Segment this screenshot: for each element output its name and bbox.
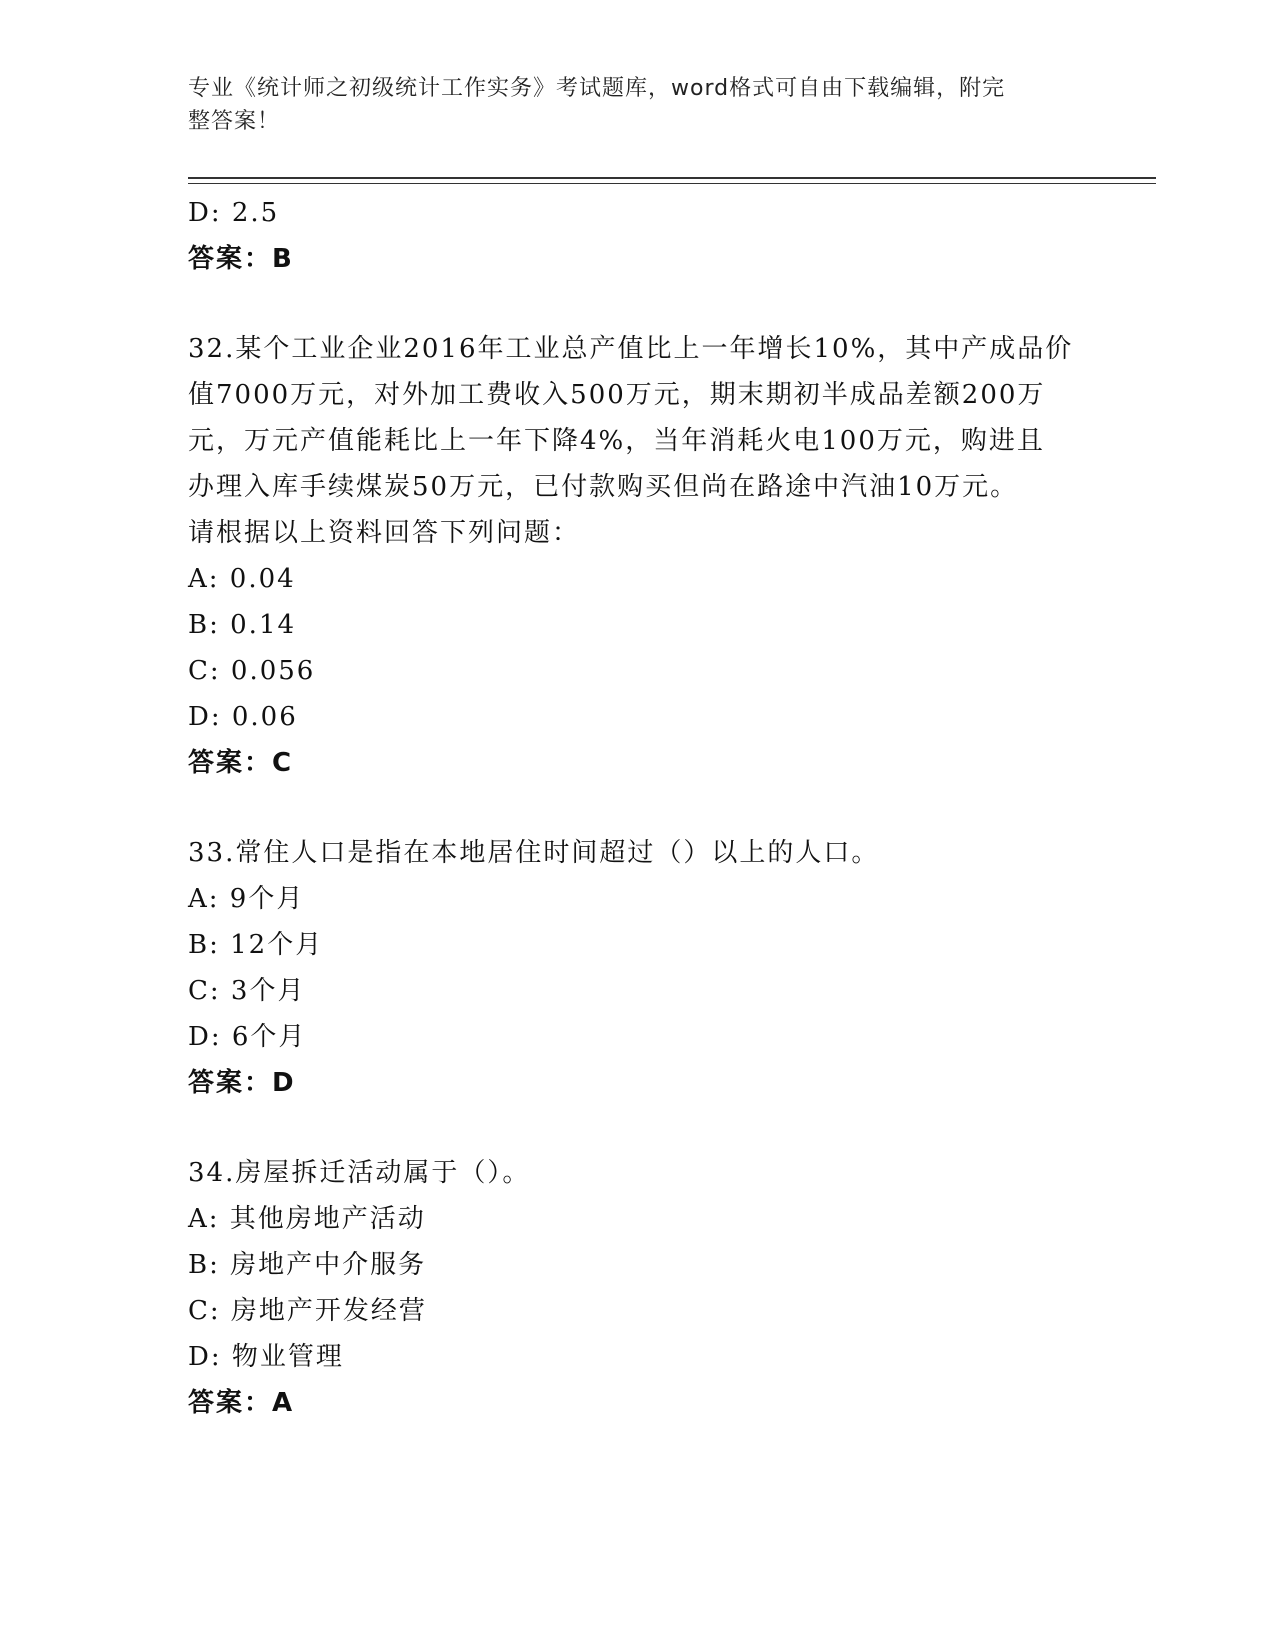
option-d: D: 6个月: [188, 1022, 307, 1052]
stem-line: 元，万元产值能耗比上一年下降4%，当年消耗火电100万元，购进且: [188, 426, 1045, 456]
option-b: B: 12个月: [188, 930, 324, 960]
question-34: [188, 1150, 1088, 1426]
option-d: D: 0.06: [188, 702, 298, 732]
question-list: [188, 190, 1088, 1426]
option-d: D: 物业管理: [188, 1342, 344, 1372]
stem-line: 办理入库手续煤炭50万元，已付款购买但尚在路途中汽油10万元。: [188, 472, 1019, 502]
header-rule-thick: [188, 177, 1156, 179]
option-b: B: 0.14: [188, 610, 297, 640]
prev-option-d: D: 2.5: [188, 198, 280, 228]
stem-line: 34.房屋拆迁活动属于（）。: [188, 1158, 531, 1188]
answer: 答案：D: [188, 1068, 296, 1098]
question-32: [188, 326, 1088, 786]
header-line-1: 专业《统计师之初级统计工作实务》考试题库，word格式可自由下载编辑，附完: [188, 76, 1006, 101]
stem-line: 请根据以上资料回答下列问题：: [188, 518, 581, 548]
answer: 答案：A: [188, 1388, 295, 1418]
header-line-2: 整答案！: [188, 109, 281, 134]
answer: 答案：C: [188, 748, 294, 778]
option-b: B: 房地产中介服务: [188, 1250, 427, 1280]
page-header: [188, 72, 1068, 138]
prev-answer: 答案：B: [188, 244, 294, 274]
header-rule-thin: [188, 183, 1156, 184]
question-stem: [188, 326, 1088, 556]
option-a: A: 9个月: [188, 884, 305, 914]
option-c: C: 房地产开发经营: [188, 1296, 427, 1326]
question-33: [188, 830, 1088, 1106]
stem-line: 33.常住人口是指在本地居住时间超过（）以上的人口。: [188, 838, 880, 868]
option-a: A: 其他房地产活动: [188, 1204, 426, 1234]
option-c: C: 0.056: [188, 656, 316, 686]
option-a: A: 0.04: [188, 564, 296, 594]
stem-line: 值7000万元，对外加工费收入500万元，期末期初半成品差额200万: [188, 380, 1046, 410]
stem-line: 32.某个工业企业2016年工业总产值比上一年增长10%，其中产成品价: [188, 334, 1074, 364]
option-c: C: 3个月: [188, 976, 306, 1006]
